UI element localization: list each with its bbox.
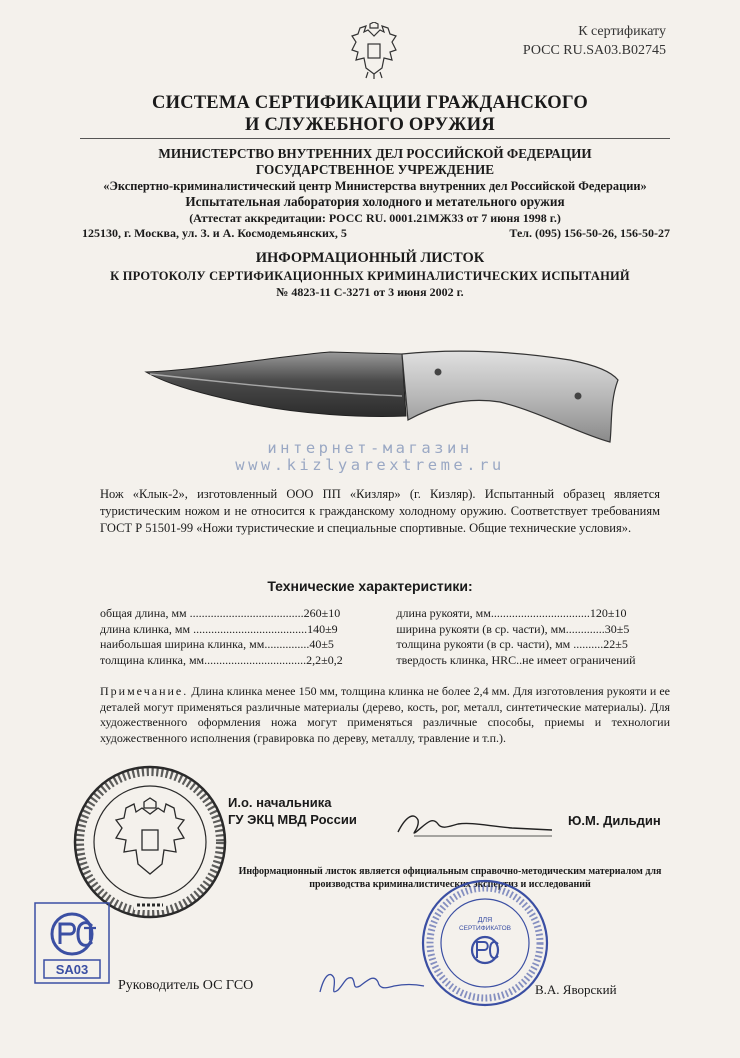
shop-watermark — [0, 440, 740, 474]
ministry-line3: «Экспертно-криминалистический центр Министерства внутренних дел Российской Федерации» — [103, 179, 647, 193]
ekc-round-seal — [72, 764, 228, 920]
head-signature-block — [228, 794, 357, 828]
note-text: Длина клинка менее 150 мм, толщина клинка не более 2,4 мм. Для изготовления рукояти и ее деталей могут применяться различные материалы (дерево, кость, рог, металл, синтетические материалы). Для художественного оформления ножа могут применяться различные способы, приемы и технологии художественного исполнения (гравировка по дереву, металлу, травление и т.п.). — [100, 684, 670, 745]
note-paragraph — [100, 684, 670, 746]
cert-ref-line2: РОСС RU.SA03.B02745 — [522, 43, 666, 58]
system-title — [0, 92, 740, 136]
header-divider — [80, 138, 670, 139]
spec-right: толщина рукояти (в ср. части), мм ..........22±5 — [396, 637, 628, 651]
os-head-name: В.А. Яворский — [535, 982, 617, 997]
protocol-number: № 4823-11 С-3271 от 3 июня 2002 г. — [276, 285, 464, 299]
knife-handle — [402, 351, 618, 442]
head-signature — [392, 806, 557, 842]
certification-body-seal — [420, 878, 550, 1008]
lab-phone: Тел. (095) 156-50-26, 156-50-27 — [509, 226, 670, 240]
seal-center-line1: ДЛЯ — [477, 917, 493, 924]
spec-left: общая длина, мм ......................................260±10 — [100, 606, 341, 620]
product-description: Нож «Клык-2», изготовленный ООО ПП «Кизляр» (г. Кизляр). Испытанный образец является туристическим ножом и не относится к гражданскому холодному оружию. Соответствует требованиям ГОСТ Р 51501-99 «Ножи туристические и специальные спортивные. Общие технические условия». — [100, 487, 660, 535]
watermark-url[interactable]: www.kizlyarextreme.ru — [235, 456, 505, 474]
watermark-line1: интернет-магазин — [267, 439, 473, 457]
spec-right: твердость клинка, HRC..не имеет ограничений — [396, 652, 636, 667]
specs-title: Технические характеристики: — [267, 578, 473, 594]
spec-row — [100, 622, 670, 638]
pct-certification-logo — [34, 902, 110, 984]
head-name: Ю.М. Дильдин — [568, 813, 661, 828]
spec-row — [100, 606, 670, 622]
ministry-line4: Испытательная лаборатория холодного и метательного оружия — [185, 194, 565, 209]
spec-right: длина рукояти, мм.................................120±10 — [396, 606, 627, 620]
lab-address: 125130, г. Москва, ул. З. и А. Космодемьянских, 5 — [82, 226, 347, 240]
specs-table — [100, 606, 670, 668]
note-label: Примечание. — [100, 684, 189, 698]
spec-row — [100, 653, 670, 669]
double-headed-eagle-icon — [348, 22, 400, 80]
ministry-line2: ГОСУДАРСТВЕННОЕ УЧРЕЖДЕНИЕ — [255, 162, 495, 177]
ministry-line1: МИНИСТЕРСТВО ВНУТРЕННИХ ДЕЛ РОССИЙСКОЙ ФЕДЕРАЦИИ — [158, 146, 592, 161]
ministry-block — [60, 146, 690, 226]
spec-left: длина клинка, мм ......................................140±9 — [100, 621, 338, 636]
os-head-signature — [316, 962, 426, 1002]
spec-right: ширина рукояти (в ср. части), мм.............30±5 — [396, 621, 630, 636]
info-sheet-title: ИНФОРМАЦИОННЫЙ ЛИСТОК — [255, 250, 485, 266]
spec-row — [100, 637, 670, 653]
spec-left: толщина клинка, мм..................................2,2±0,2 — [100, 652, 343, 667]
spec-left: наибольшая ширина клинка, мм...............40±5 — [100, 637, 334, 651]
head-title-line1: И.о. начальника — [228, 795, 332, 810]
head-title-line2: ГУ ЭКЦ МВД России — [228, 812, 357, 827]
cert-ref-line1: К сертификату — [578, 24, 666, 39]
certificate-reference — [523, 22, 666, 60]
info-sheet-subtitle: К ПРОТОКОЛУ СЕРТИФИКАЦИОННЫХ КРИМИНАЛИСТИЧЕСКИХ ИСПЫТАНИЙ — [110, 269, 630, 283]
info-sheet-heading — [0, 248, 740, 300]
seal-center-line2: СЕРТИФИКАТОВ — [458, 925, 512, 932]
os-head-title: Руководитель ОС ГСО — [118, 978, 254, 993]
pct-code: SA03 — [55, 962, 89, 977]
system-title-line1: СИСТЕМА СЕРТИФИКАЦИИ ГРАЖДАНСКОГО — [152, 93, 588, 113]
system-title-line2: И СЛУЖЕБНОГО ОРУЖИЯ — [245, 115, 495, 135]
info-note: Информационный листок является официальным справочно-методическим материалом для производства криминалистических экспертиз и исследований — [238, 866, 662, 890]
ministry-line5: (Аттестат аккредитации: РОСС RU. 0001.21МЖ33 от 7 июня 1998 г.) — [189, 211, 561, 225]
knife-blade — [146, 352, 406, 417]
